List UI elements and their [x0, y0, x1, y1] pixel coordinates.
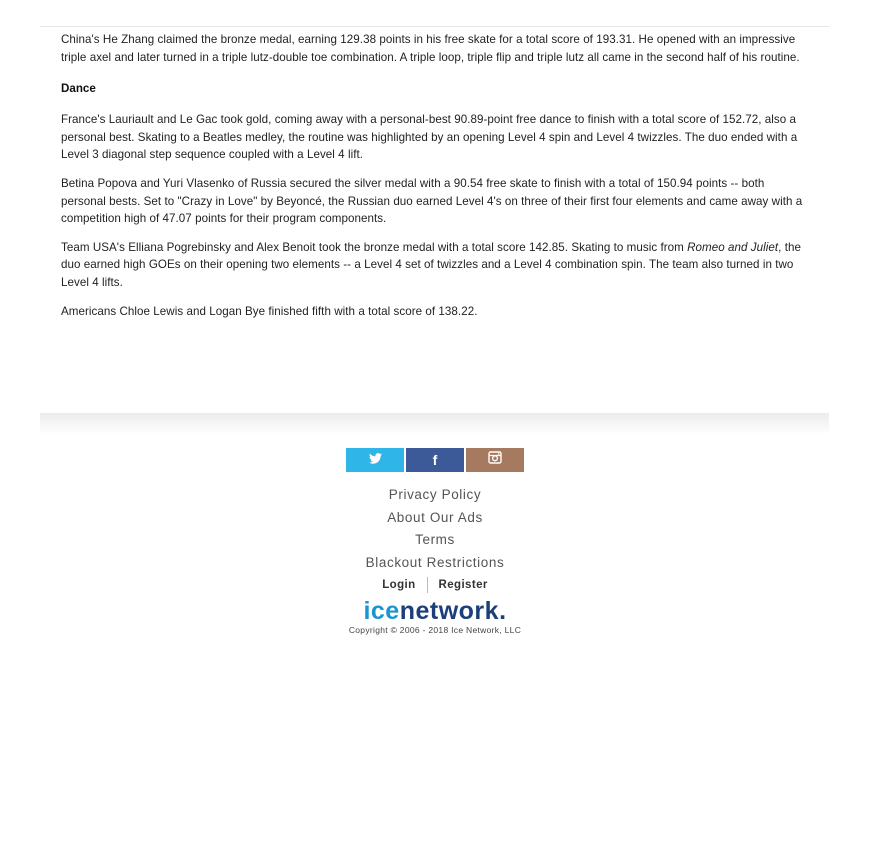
about-our-ads-link[interactable]: About Our Ads	[387, 509, 483, 525]
article-bottom-shadow	[40, 413, 829, 435]
auth-links	[0, 575, 870, 595]
copyright-text: Copyright © 2006 - 2018 Ice Network, LLC	[348, 625, 522, 636]
twitter-icon	[369, 451, 382, 469]
paragraph-text: Team USA's Elliana Pogrebinsky and Alex Benoit took the bronze medal with a total score 142.85. Skating to music from	[61, 240, 688, 254]
terms-link[interactable]: Terms	[415, 532, 455, 548]
facebook-icon: f	[432, 452, 438, 468]
instagram-icon	[488, 451, 502, 469]
article-paragraph: Betina Popova and Yuri Vlasenko of Russia secured the silver medal with a 90.54 free skate to finish with a total of 150.94 points -- both personal bests. Set to "Crazy in Love" by Beyoncé, the Russian duo earned Level 4's on three of their first four elements and came away with a competition high of 47.07 points for their program components.	[61, 176, 803, 226]
footer-links	[0, 484, 870, 574]
twitter-button[interactable]	[346, 448, 404, 472]
paragraph-text: , the duo earned high GOEs on their opening two elements -- a Level 4 set of twizzles and a Level 4 combination spin. The team also turned in two Level 4 lifts.	[61, 240, 801, 289]
article-paragraph: France's Lauriault and Le Gac took gold, coming away with a personal-best 90.89-point free dance to finish with a total score of 152.72, also a personal best. Skating to a Beatles medley, the routine was highlighted by an opening Level 4 spin and Level 4 twizzles. The duo ended with a Level 3 diagonal step sequence coupled with a Level 4 lift.	[61, 113, 798, 162]
login-link[interactable]: Login	[382, 579, 416, 592]
icenetwork-logo[interactable]	[0, 597, 870, 625]
article-content	[40, 27, 829, 320]
article-paragraph: Americans Chloe Lewis and Logan Bye finished fifth with a total score of 138.22.	[61, 304, 478, 318]
privacy-policy-link[interactable]: Privacy Policy	[388, 487, 482, 502]
logo-ice-text: ice	[363, 597, 400, 626]
logo-network-text: network	[399, 597, 500, 626]
page-footer	[0, 448, 870, 635]
facebook-button[interactable]	[406, 448, 464, 472]
section-heading-dance: Dance	[61, 82, 96, 96]
article-body	[40, 26, 829, 414]
article-paragraph: China's He Zhang claimed the bronze medal, earning 129.38 points in his free skate for a total score of 193.31. He opened with an impressive triple axel and later turned in a triple lutz-double toe combination. A triple loop, triple flip and triple lutz all came in the second half of his routine.	[61, 33, 800, 64]
article-paragraph	[61, 239, 808, 292]
instagram-button[interactable]	[466, 448, 524, 472]
italic-title: Romeo and Juliet	[687, 240, 779, 254]
social-links	[0, 448, 870, 472]
logo-dot: .	[499, 597, 507, 626]
blackout-restrictions-link[interactable]: Blackout Restrictions	[365, 554, 505, 570]
register-link[interactable]: Register	[438, 579, 488, 592]
